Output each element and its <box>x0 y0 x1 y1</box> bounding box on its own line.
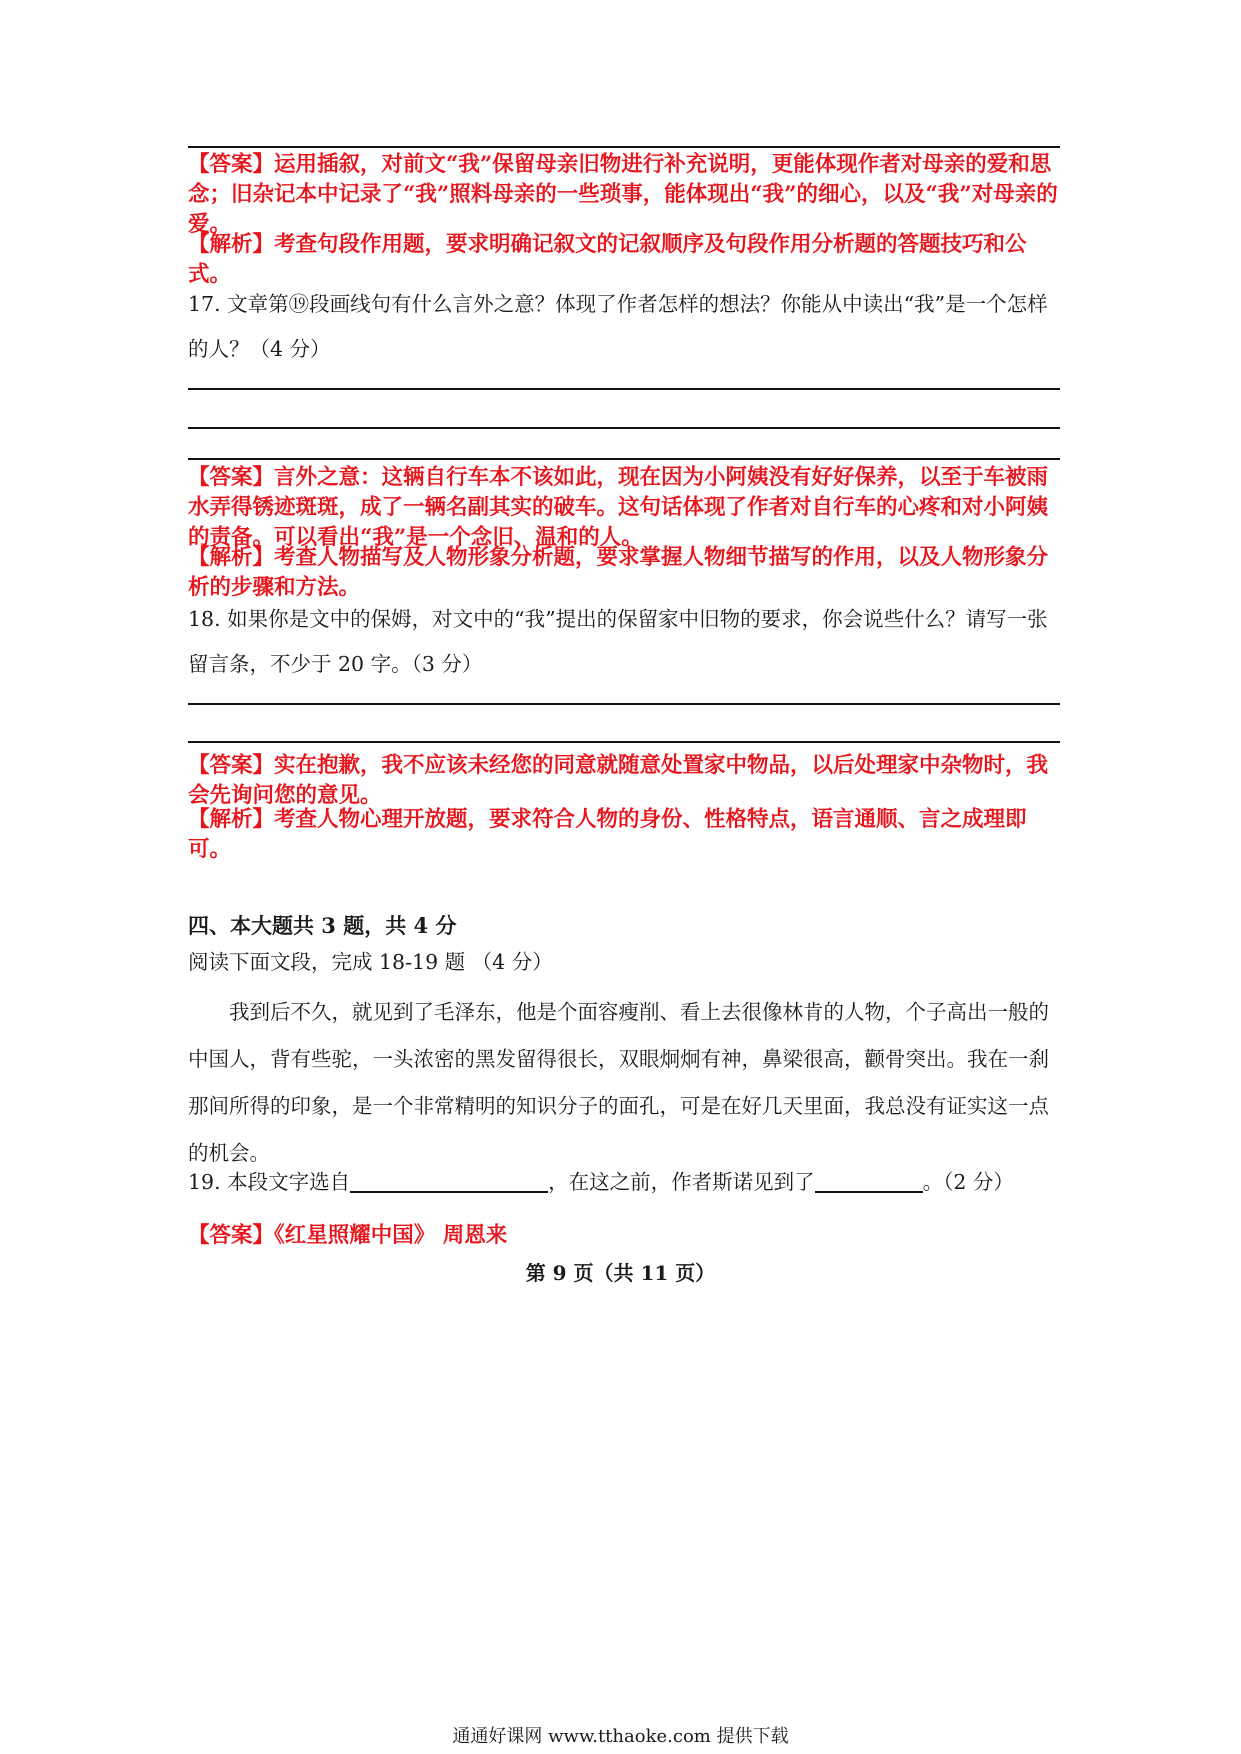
answer-line <box>188 458 1060 460</box>
answer-tag: 【答案】 <box>188 465 275 490</box>
footer-text: 通通好课网 www.tthaoke.com 提供下载 <box>452 1726 789 1747</box>
fill-blank-1[interactable] <box>350 1169 548 1193</box>
section-heading: 四、本大题共 3 题，共 4 分 <box>188 913 457 938</box>
q17-answer <box>188 463 1068 553</box>
q17-analysis <box>188 543 1068 603</box>
answer-line <box>188 427 1060 429</box>
answer-line <box>188 146 1060 148</box>
analysis-text: 考查人物描写及人物形象分析题，要求掌握人物细节描写的作用，以及人物形象分析的步骤和方法。 <box>188 545 1049 600</box>
answer-text: 《红星照耀中国》 周恩来 <box>274 1223 508 1248</box>
answer-line <box>188 388 1060 390</box>
page-number: 第 9 页（共 11 页） <box>525 1261 716 1285</box>
reading-passage: 我到后不久，就见到了毛泽东，他是个面容瘦削、看上去很像林肯的人物，个子高出一般的中国人，背有些驼，一头浓密的黑发留得很长，双眼炯炯有神，鼻梁很高，颧骨突出。我在一刹那间所得的印象，是一个非常精明的知识分子的面孔，可是在好几天里面，我总没有证实这一点的机会。 <box>188 1000 1049 1165</box>
answer-line <box>188 741 1060 743</box>
q16-analysis <box>188 230 1068 290</box>
analysis-text: 考查句段作用题，要求明确记叙文的记叙顺序及句段作用分析题的答题技巧和公式。 <box>188 232 1027 287</box>
q19-part2: ，在这之前，作者斯诺见到了 <box>548 1170 815 1194</box>
analysis-text: 考查人物心理开放题，要求符合人物的身份、性格特点，语言通顺、言之成理即可。 <box>188 807 1027 862</box>
fill-blank-2[interactable] <box>815 1169 923 1193</box>
q17-question: 17. 文章第⑲段画线句有什么言外之意？体现了作者怎样的想法？你能从中读出“我”是一个怎样的人？（4 分） <box>188 292 1048 361</box>
answer-tag: 【答案】 <box>188 1223 275 1248</box>
q19-answer <box>188 1221 1068 1251</box>
section-instruction: 阅读下面文段，完成 18-19 题 （4 分） <box>188 950 553 974</box>
q19-part3: 。（2 分） <box>922 1170 1014 1194</box>
answer-text: 实在抱歉，我不应该未经您的同意就随意处置家中物品，以后处理家中杂物时，我会先询问您的意见。 <box>188 753 1049 808</box>
q19-part1: 19. 本段文字选自 <box>188 1170 351 1194</box>
q16-answer <box>188 150 1068 240</box>
analysis-tag: 【解析】 <box>188 232 275 257</box>
answer-tag: 【答案】 <box>188 152 275 177</box>
analysis-tag: 【解析】 <box>188 545 275 570</box>
analysis-tag: 【解析】 <box>188 807 275 832</box>
answer-line <box>188 703 1060 705</box>
answer-text: 言外之意：这辆自行车本不该如此，现在因为小阿姨没有好好保养，以至于车被雨水弄得锈迹斑斑，成了一辆名副其实的破车。这句话体现了作者对自行车的心疼和对小阿姨的责备。可以看出“我”是一个念旧、温和的人。 <box>188 465 1049 550</box>
q18-question: 18. 如果你是文中的保姆，对文中的“我”提出的保留家中旧物的要求，你会说些什么？请写一张留言条，不少于 20 字。（3 分） <box>188 607 1048 676</box>
q19-question <box>188 1160 1068 1205</box>
q18-answer <box>188 751 1068 811</box>
answer-text: 运用插叙，对前文“我”保留母亲旧物进行补充说明，更能体现作者对母亲的爱和思念；旧杂记本中记录了“我”照料母亲的一些琐事，能体现出“我”的细心，以及“我”对母亲的爱。 <box>188 152 1058 237</box>
q18-analysis <box>188 805 1068 865</box>
answer-tag: 【答案】 <box>188 753 275 778</box>
